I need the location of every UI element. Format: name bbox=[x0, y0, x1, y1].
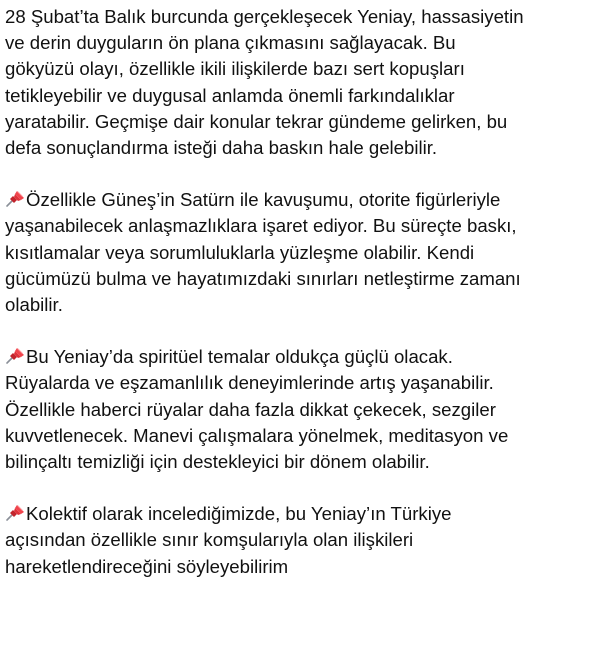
paragraph-3-line-1: Bu Yeniay’da spiritüel temalar oldukça güçlü olacak. bbox=[26, 346, 453, 368]
text-line: yaratabilir. Geçmişe dair konular tekrar gündeme gelirken, bu bbox=[5, 110, 508, 132]
text-line: defa sonuçlandırma isteği daha baskın hale gelebilir. bbox=[5, 137, 438, 159]
text-line: gökyüzü olayı, özellikle ikili ilişkilerde bazı sert kopuşları bbox=[5, 58, 465, 80]
text-line: olabilir. bbox=[5, 294, 63, 316]
text-line bbox=[5, 344, 595, 370]
paragraph-4-line-1: Kolektif olarak incelediğimizde, bu Yeniay’ın Türkiye bbox=[26, 503, 452, 525]
text-line: gücümüzü bulma ve hayatımızdaki sınırları netleştirme zamanı bbox=[5, 267, 521, 289]
text-line: hareketlendireceğini söyleyebilirim bbox=[5, 555, 289, 577]
text-line: bilinçaltı temizliği için destekleyici bir dönem olabilir. bbox=[5, 451, 430, 473]
text-line: Özellikle haberci rüyalar daha fazla dikkat çekecek, sezgiler bbox=[5, 398, 496, 420]
paragraph-1 bbox=[5, 4, 595, 161]
text-line bbox=[5, 187, 595, 213]
text-line: açısından özellikle sınır komşularıyla olan ilişkileri bbox=[5, 529, 414, 551]
text-line: kısıtlamalar veya sorumluluklarla yüzleşme olabilir. Kendi bbox=[5, 241, 475, 263]
pushpin-icon bbox=[5, 190, 25, 208]
paragraph-2 bbox=[5, 187, 595, 318]
post-text bbox=[5, 4, 595, 580]
text-line bbox=[5, 501, 595, 527]
paragraph-2-line-1: Özellikle Güneş’in Satürn ile kavuşumu, otorite figürleriyle bbox=[26, 189, 501, 211]
pushpin-icon bbox=[5, 504, 25, 522]
pushpin-icon bbox=[5, 347, 25, 365]
paragraph-4 bbox=[5, 501, 595, 580]
text-line: Rüyalarda ve eşzamanlılık deneyimlerinde artış yaşanabilir. bbox=[5, 372, 494, 394]
text-line: kuvvetlenecek. Manevi çalışmalara yönelmek, meditasyon ve bbox=[5, 424, 509, 446]
text-line: tetikleyebilir ve duygusal anlamda önemli farkındalıklar bbox=[5, 84, 455, 106]
text-line: ve derin duyguların ön plana çıkmasını sağlayacak. Bu bbox=[5, 32, 456, 54]
paragraph-3 bbox=[5, 344, 595, 475]
text-line: yaşanabilecek anlaşmazlıklara işaret ediyor. Bu süreçte baskı, bbox=[5, 215, 517, 237]
text-line: 28 Şubat’ta Balık burcunda gerçekleşecek Yeniay, hassasiyetin bbox=[5, 6, 524, 27]
